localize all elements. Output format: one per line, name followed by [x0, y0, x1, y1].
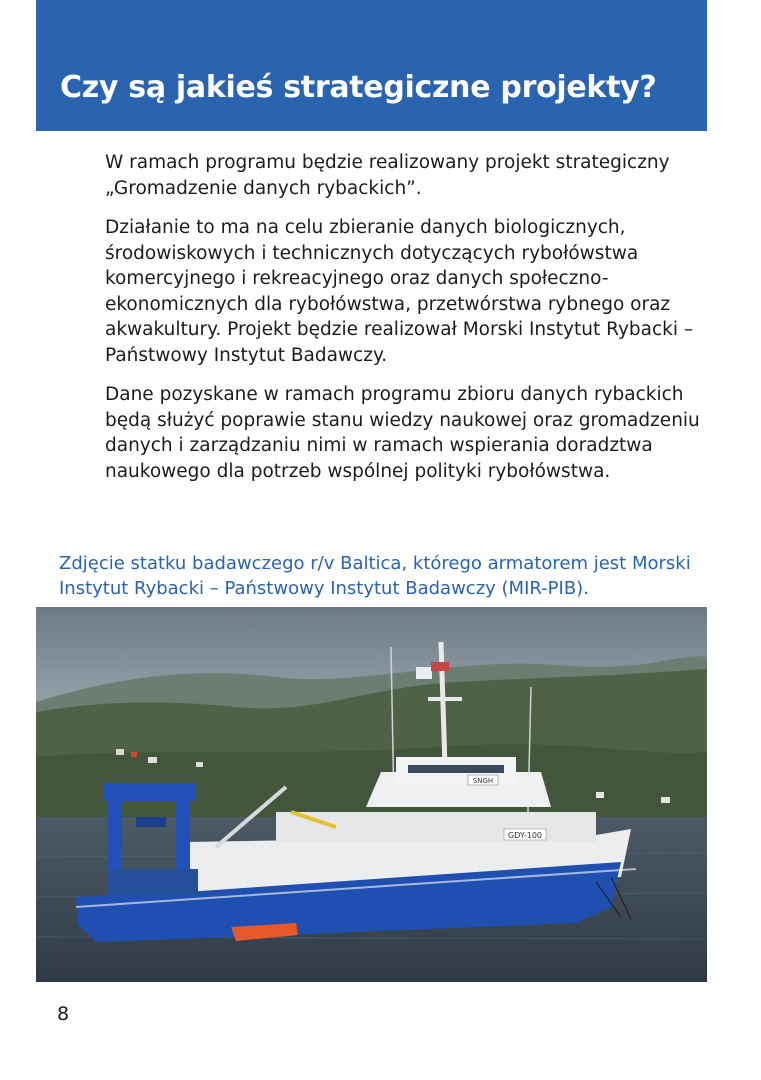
research-vessel-photo: [36, 607, 707, 982]
page-title: Czy są jakieś strategiczne projekty?: [60, 70, 657, 105]
body-text: [105, 150, 705, 498]
hull-number: GDY-100: [507, 831, 543, 840]
paragraph-data-use: Dane pozyskane w ramach programu zbioru danych rybackich będą służyć poprawie stanu wiedzy naukowej oraz gromadzeniu danych i zarządzaniu nimi w ramach wspierania doradztwa naukowego dla potrzeb wspólnej polityki rybołówstwa.: [105, 384, 700, 482]
photo-caption: Zdjęcie statku badawczego r/v Baltica, którego armatorem jest Morski Instytut Rybacki – Państwowy Instytut Badawczy (MIR-PIB).: [59, 553, 691, 599]
title-banner: [36, 0, 707, 131]
paragraph-intro: W ramach programu będzie realizowany projekt strategiczny „Gromadzenie danych rybackich”.: [105, 152, 670, 199]
wheelhouse-label: SNGH: [472, 777, 494, 785]
page-number: 8: [57, 1003, 70, 1025]
paragraph-goals: Działanie to ma na celu zbieranie danych biologicznych, środowiskowych i technicznych dotyczących rybołówstwa komercyjnego i rekreacyjnego oraz danych społeczno-ekonomicznych dla rybołówstwa, przetwórstwa rybnego oraz akwakultury. Projekt będzie realizował Morski Instytut Rybacki – Państwowy Instytut Badawczy.: [105, 217, 694, 366]
